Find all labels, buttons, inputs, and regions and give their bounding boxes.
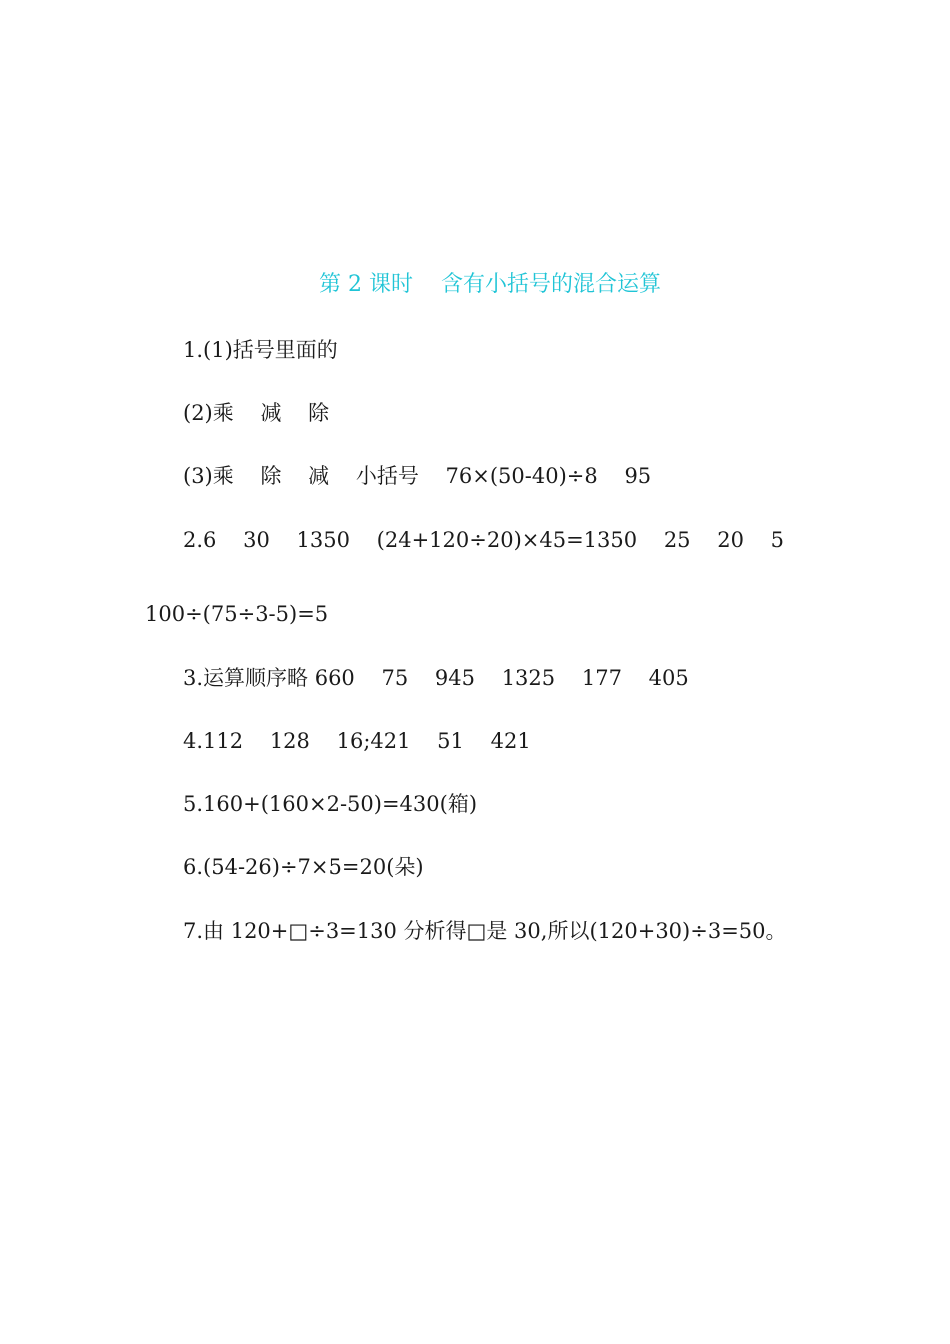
answer-1-3: (3)乘 除 减 小括号 76×(50-40)÷8 95 bbox=[183, 464, 652, 488]
answer-5: 5.160+(160×2-50)=430(箱) bbox=[183, 792, 478, 816]
answer-2: 2.6 30 1350 (24+120÷20)×45=1350 25 20 5 bbox=[183, 528, 785, 552]
answer-7: 7.由 120+□÷3=130 分析得□是 30,所以(120+30)÷3=50。 bbox=[183, 919, 787, 943]
answer-1-1: 1.(1)括号里面的 bbox=[183, 338, 338, 362]
answer-6: 6.(54-26)÷7×5=20(朵) bbox=[183, 855, 424, 879]
answer-2-continued: 100÷(75÷3-5)=5 bbox=[145, 602, 329, 626]
answer-4: 4.112 128 16;421 51 421 bbox=[183, 729, 531, 753]
answer-1-2: (2)乘 减 除 bbox=[183, 401, 330, 425]
lesson-title: 第 2 课时 含有小括号的混合运算 bbox=[319, 272, 661, 297]
answer-3: 3.运算顺序略 660 75 945 1325 177 405 bbox=[183, 666, 689, 690]
